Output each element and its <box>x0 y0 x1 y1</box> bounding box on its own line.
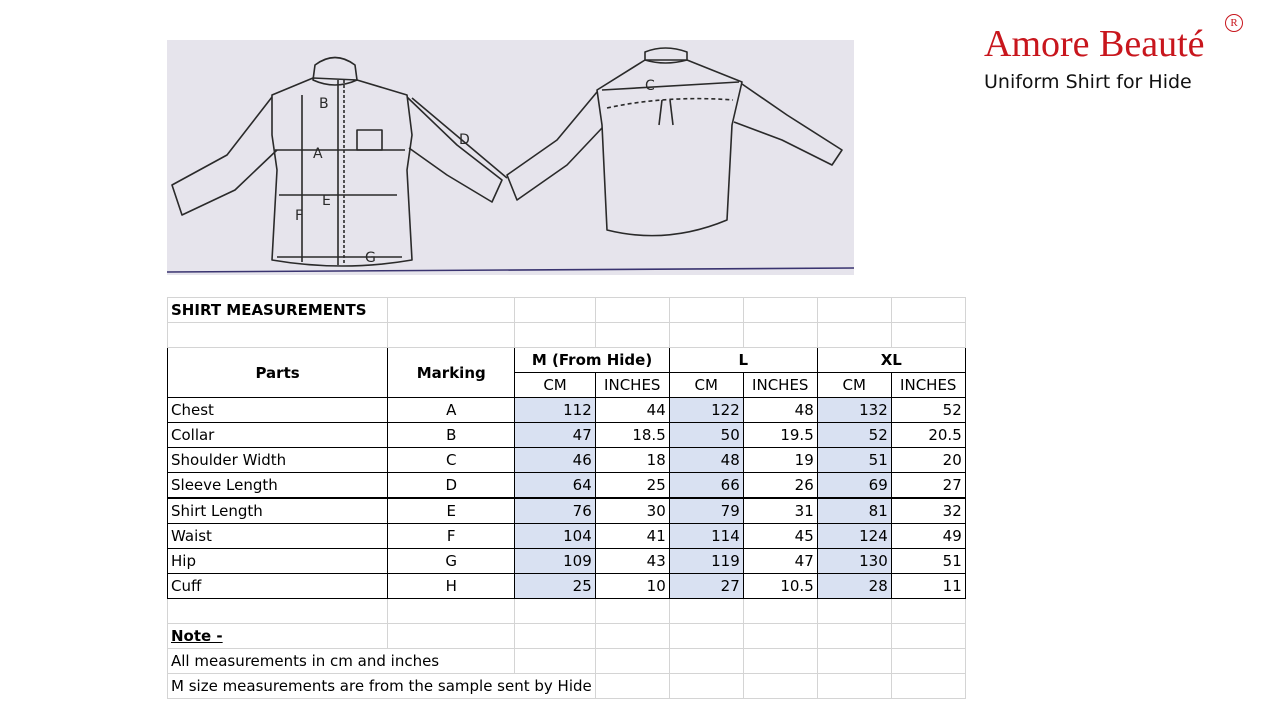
value-cell: 26 <box>743 473 817 499</box>
value-cell: 10 <box>595 574 669 599</box>
marking-cell: H <box>388 574 515 599</box>
value-cell: 112 <box>515 398 595 423</box>
value-cell: 32 <box>891 498 965 524</box>
value-cell: 130 <box>817 549 891 574</box>
value-cell: 132 <box>817 398 891 423</box>
value-cell: 49 <box>891 524 965 549</box>
sheet-title: SHIRT MEASUREMENTS <box>168 298 388 323</box>
marking-header: Marking <box>388 348 515 398</box>
value-cell: 50 <box>669 423 743 448</box>
blank-row <box>168 323 966 348</box>
part-cell: Chest <box>168 398 388 423</box>
sketch-label-b: B <box>319 96 329 112</box>
part-cell: Waist <box>168 524 388 549</box>
value-cell: 52 <box>817 423 891 448</box>
part-cell: Shoulder Width <box>168 448 388 473</box>
registered-mark-icon: R <box>1225 14 1243 32</box>
value-cell: 20 <box>891 448 965 473</box>
value-cell: 69 <box>817 473 891 499</box>
unit-header: INCHES <box>595 373 669 398</box>
marking-cell: A <box>388 398 515 423</box>
note-row <box>168 674 966 699</box>
table-row <box>168 473 966 499</box>
part-cell: Sleeve Length <box>168 473 388 499</box>
unit-header: INCHES <box>891 373 965 398</box>
value-cell: 47 <box>743 549 817 574</box>
size-m-header: M (From Hide) <box>515 348 669 373</box>
value-cell: 48 <box>669 448 743 473</box>
value-cell: 19 <box>743 448 817 473</box>
document-subtitle: Uniform Shirt for Hide <box>984 71 1192 93</box>
value-cell: 81 <box>817 498 891 524</box>
table-row <box>168 498 966 524</box>
marking-cell: C <box>388 448 515 473</box>
table-row <box>168 423 966 448</box>
value-cell: 104 <box>515 524 595 549</box>
note-text: All measurements in cm and inches <box>168 649 515 674</box>
unit-header: CM <box>515 373 595 398</box>
parts-header: Parts <box>168 348 388 398</box>
value-cell: 45 <box>743 524 817 549</box>
table-row <box>168 574 966 599</box>
marking-cell: D <box>388 473 515 499</box>
value-cell: 27 <box>669 574 743 599</box>
table-row <box>168 398 966 423</box>
value-cell: 79 <box>669 498 743 524</box>
value-cell: 20.5 <box>891 423 965 448</box>
sketch-label-g: G <box>365 250 376 266</box>
brand-logo: Amore Beauté <box>984 23 1205 65</box>
table-row <box>168 549 966 574</box>
unit-header: INCHES <box>743 373 817 398</box>
value-cell: 31 <box>743 498 817 524</box>
value-cell: 18 <box>595 448 669 473</box>
size-xl-header: XL <box>817 348 965 373</box>
table-row <box>168 448 966 473</box>
unit-header: CM <box>669 373 743 398</box>
part-cell: Cuff <box>168 574 388 599</box>
value-cell: 47 <box>515 423 595 448</box>
sketch-label-f: F <box>295 208 304 224</box>
part-cell: Shirt Length <box>168 498 388 524</box>
shirt-sketch-image <box>167 40 854 275</box>
marking-cell: B <box>388 423 515 448</box>
sketch-label-e: E <box>322 193 331 209</box>
value-cell: 122 <box>669 398 743 423</box>
note-title: Note - <box>168 624 388 649</box>
value-cell: 64 <box>515 473 595 499</box>
part-cell: Collar <box>168 423 388 448</box>
value-cell: 109 <box>515 549 595 574</box>
marking-cell: E <box>388 498 515 524</box>
value-cell: 51 <box>817 448 891 473</box>
value-cell: 66 <box>669 473 743 499</box>
measurement-spreadsheet <box>167 297 966 699</box>
sketch-label-a: A <box>313 146 323 162</box>
unit-header: CM <box>817 373 891 398</box>
marking-cell: F <box>388 524 515 549</box>
note-text: M size measurements are from the sample sent by Hide <box>168 674 596 699</box>
value-cell: 43 <box>595 549 669 574</box>
value-cell: 30 <box>595 498 669 524</box>
note-title-row <box>168 624 966 649</box>
size-l-header: L <box>669 348 817 373</box>
value-cell: 25 <box>515 574 595 599</box>
value-cell: 51 <box>891 549 965 574</box>
sketch-label-c: C <box>645 78 655 94</box>
part-cell: Hip <box>168 549 388 574</box>
value-cell: 41 <box>595 524 669 549</box>
measurement-table <box>167 297 966 699</box>
value-cell: 46 <box>515 448 595 473</box>
shirt-sketch-drawing <box>167 40 854 275</box>
value-cell: 114 <box>669 524 743 549</box>
value-cell: 44 <box>595 398 669 423</box>
sketch-label-d: D <box>459 132 470 148</box>
value-cell: 27 <box>891 473 965 499</box>
value-cell: 18.5 <box>595 423 669 448</box>
marking-cell: G <box>388 549 515 574</box>
value-cell: 11 <box>891 574 965 599</box>
note-row <box>168 649 966 674</box>
value-cell: 19.5 <box>743 423 817 448</box>
value-cell: 119 <box>669 549 743 574</box>
table-row <box>168 524 966 549</box>
value-cell: 28 <box>817 574 891 599</box>
value-cell: 124 <box>817 524 891 549</box>
value-cell: 76 <box>515 498 595 524</box>
brand-block <box>984 17 1238 94</box>
title-row <box>168 298 966 323</box>
value-cell: 52 <box>891 398 965 423</box>
blank-row <box>168 599 966 624</box>
value-cell: 10.5 <box>743 574 817 599</box>
value-cell: 48 <box>743 398 817 423</box>
size-header-row <box>168 348 966 373</box>
value-cell: 25 <box>595 473 669 499</box>
